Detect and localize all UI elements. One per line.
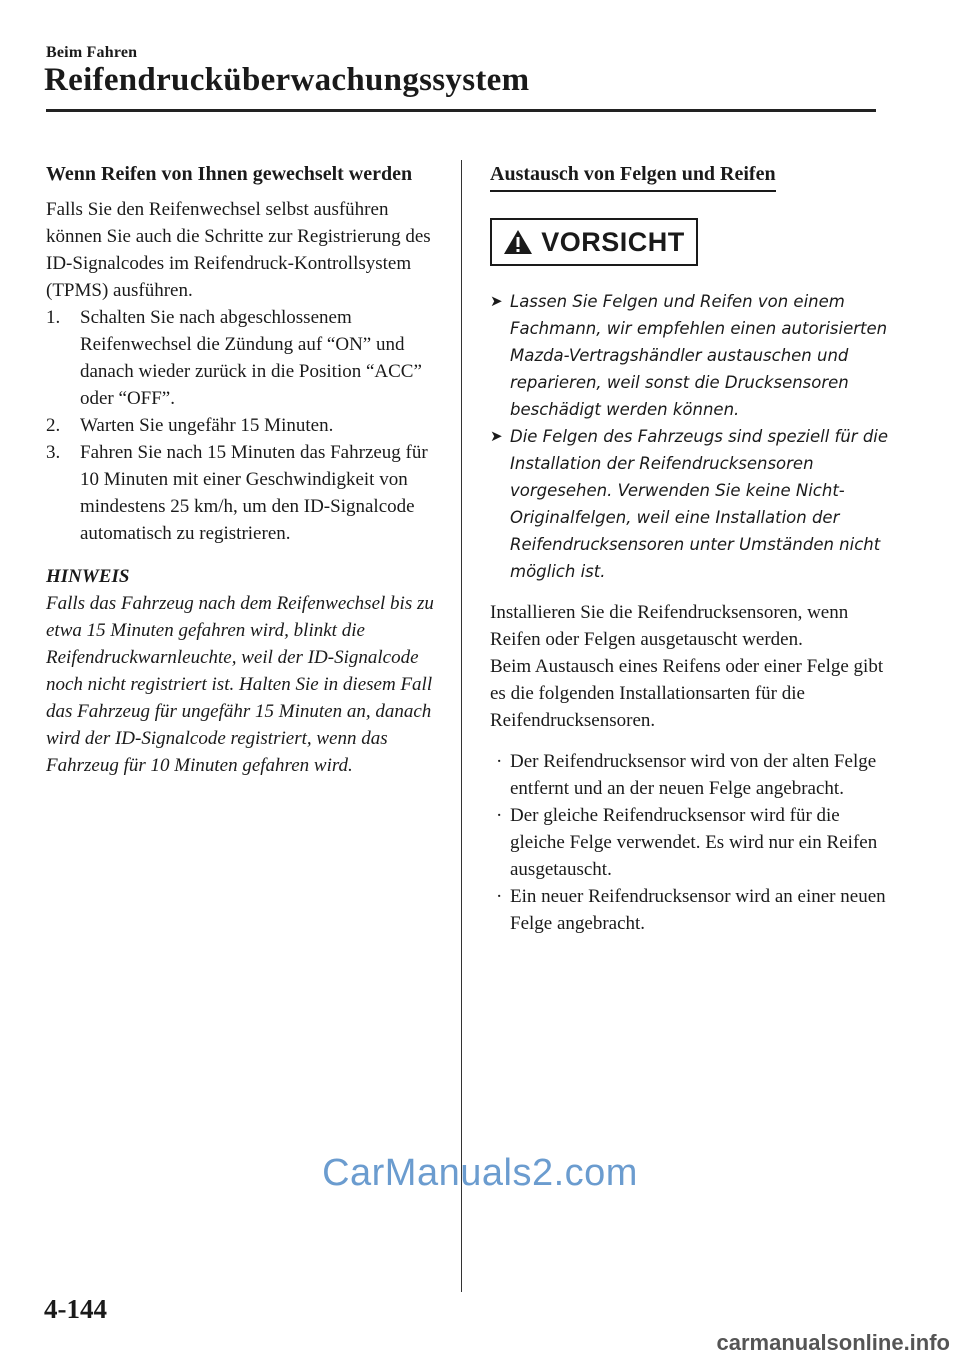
caution-text: Die Felgen des Fahrzeugs sind speziell für die Installation der Reifendrucksensoren vorgesehen. Verwenden Sie keine Nicht-Originalfelgen, weil eine Installation der Reifendrucksensoren unter Umständen nicht möglich ist.	[510, 427, 889, 581]
list-item	[490, 802, 890, 883]
step-text: Schalten Sie nach abgeschlossenem Reifenwechsel die Zündung auf “ON” und danach wieder zurück in die Position “ACC” oder “OFF”.	[80, 307, 422, 409]
arrow-bullet-icon: ➤	[490, 427, 503, 445]
step-text: Warten Sie ungefähr 15 Minuten.	[80, 415, 334, 436]
caution-item	[490, 423, 890, 585]
footer-site-watermark: carmanualsonline.info	[716, 1330, 950, 1355]
rim-tire-heading: Austausch von Felgen und Reifen	[490, 160, 776, 192]
steps-list	[46, 304, 446, 547]
arrow-bullet-icon: ➤	[490, 292, 503, 310]
caution-list	[490, 288, 890, 585]
step-item	[46, 304, 446, 412]
note-block	[46, 563, 446, 779]
step-text: Fahren Sie nach 15 Minuten das Fahrzeug für 10 Minuten mit einer Geschwindigkeit von mindestens 25 km/h, um den ID-Signalcode automatisch zu registrieren.	[80, 442, 428, 544]
install-paragraph-1: Installieren Sie die Reifendrucksensoren, wenn Reifen oder Felgen ausgetauscht werden.	[490, 602, 849, 650]
install-paragraph-2: Beim Austausch eines Reifens oder einer Felge gibt es die folgenden Installationsarten für die Reifendrucksensoren.	[490, 656, 884, 731]
list-item-text: Der Reifendrucksensor wird von der alten Felge entfernt und an der neuen Felge angebracht.	[510, 751, 877, 799]
list-item	[490, 748, 890, 802]
caution-text: Lassen Sie Felgen und Reifen von einem Fachmann, wir empfehlen einen autorisierten Mazda-Vertragshändler austauschen und reparieren, weil sonst die Drucksensoren beschädigt werden können.	[510, 292, 888, 419]
header-rule	[46, 109, 876, 112]
step-number: 2.	[46, 415, 61, 436]
step-item	[46, 412, 446, 439]
right-column	[490, 160, 890, 937]
list-item-text: Ein neuer Reifendrucksensor wird an einer neuen Felge angebracht.	[510, 886, 886, 934]
bullet-dot-icon: ·	[496, 805, 503, 826]
step-number: 1.	[46, 307, 61, 328]
list-item-text: Der gleiche Reifendrucksensor wird für die gleiche Felge verwendet. Es wird nur ein Reifen ausgetauscht.	[510, 805, 878, 880]
install-types-list	[490, 748, 890, 937]
note-text: Falls das Fahrzeug nach dem Reifenwechsel bis zu etwa 15 Minuten gefahren wird, blinkt die Reifendruckwarnleuchte, weil der ID-Signalcode noch nicht registriert ist. Halten Sie in diesem Fall das Fahrzeug für ungefähr 15 Minuten an, danach wird der ID-Signalcode registriert, wenn das Fahrzeug für 10 Minuten gefahren wird.	[46, 593, 434, 776]
section-label: Beim Fahren	[46, 44, 138, 61]
intro-paragraph: Falls Sie den Reifenwechsel selbst ausführen können Sie auch die Schritte zur Registrierung des ID-Signalcodes im Reifendruck-Kontrollsystem (TPMS) ausführen.	[46, 199, 431, 301]
caution-item	[490, 288, 890, 423]
left-column	[46, 160, 446, 779]
step-number: 3.	[46, 442, 61, 463]
note-title: HINWEIS	[46, 566, 130, 587]
list-item	[490, 883, 890, 937]
column-divider	[461, 160, 462, 1292]
page-number: 4-144	[44, 1294, 107, 1324]
caution-box	[490, 218, 698, 266]
step-item	[46, 439, 446, 547]
warning-triangle-icon	[503, 229, 533, 255]
bullet-dot-icon: ·	[496, 886, 503, 907]
caution-label: VORSICHT	[541, 226, 685, 257]
tire-change-heading: Wenn Reifen von Ihnen gewechselt werden	[46, 163, 413, 185]
install-paragraphs	[490, 599, 890, 734]
bullet-dot-icon: ·	[496, 751, 503, 772]
watermark: CarManuals2.com	[322, 1152, 638, 1194]
chapter-title: Reifendrucküberwachungssystem	[44, 62, 530, 98]
